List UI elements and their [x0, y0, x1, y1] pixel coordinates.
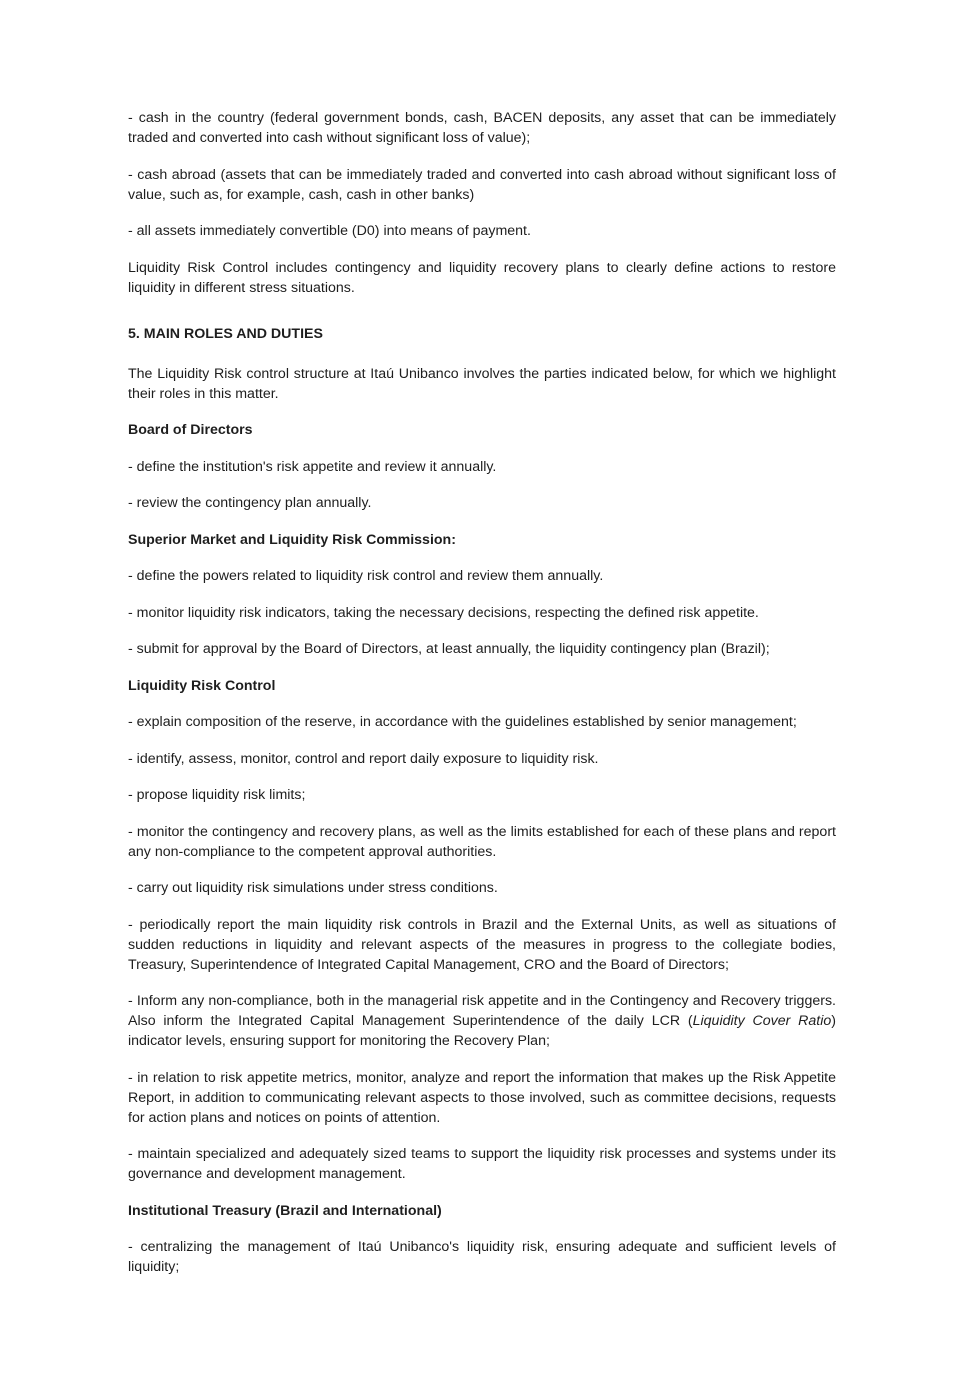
board-item: - review the contingency plan annually.	[128, 495, 372, 511]
treasury-heading: Institutional Treasury (Brazil and International)	[128, 1202, 442, 1219]
intro-paragraph: Liquidity Risk Control includes contingency and liquidity recovery plans to clearly define actions to restore liquidity in different stress situations.	[128, 259, 836, 296]
control-heading: Liquidity Risk Control	[128, 677, 276, 694]
control-item: - monitor the contingency and recovery plans, as well as the limits established for each of these plans and report any non-compliance to the competent approval authorities.	[128, 823, 836, 860]
control-item: - in relation to risk appetite metrics, monitor, analyze and report the information that makes up the Risk Appetite Report, in addition to communicating relevant aspects to those involved, such as committee decisions, requests for action plans and notices on points of attention.	[128, 1069, 836, 1126]
intro-paragraph: - all assets immediately convertible (D0) into means of payment.	[128, 223, 531, 239]
control-item-inform	[128, 991, 836, 1051]
section-intro: The Liquidity Risk control structure at Itaú Unibanco involves the parties indicated below, for which we highlight their roles in this matter.	[128, 365, 836, 402]
control-item: - maintain specialized and adequately sized teams to support the liquidity risk processes and systems under its governance and development management.	[128, 1146, 836, 1182]
document-page	[128, 108, 836, 1294]
control-item: - carry out liquidity risk simulations under stress conditions.	[128, 880, 498, 896]
inform-text-start: - Inform any non-compliance, both in the managerial risk appetite and in the Contingency and Recovery triggers. Also inform the Integrated Capital Management Superintendence of the daily LCR (	[128, 993, 836, 1029]
section-title: 5. MAIN ROLES AND DUTIES	[128, 325, 323, 342]
inform-text-italic: Liquidity Cover Ratio	[692, 1013, 832, 1029]
commission-heading: Superior Market and Liquidity Risk Commission:	[128, 531, 456, 548]
control-item: - periodically report the main liquidity risk controls in Brazil and the External Units, as well as situations of sudden reductions in liquidity and relevant aspects of the measures in progress to the collegiate bodies, Treasury, Superintendence of Integrated Capital Management, CRO and the Board of Directors;	[128, 916, 836, 973]
intro-paragraph: - cash in the country (federal government bonds, cash, BACEN deposits, any asset that can be immediately traded and converted into cash without significant loss of value);	[128, 110, 836, 146]
intro-paragraph: - cash abroad (assets that can be immediately traded and converted into cash abroad without significant loss of value, such as, for example, cash, cash in other banks)	[128, 166, 836, 203]
commission-item: - submit for approval by the Board of Directors, at least annually, the liquidity contingency plan (Brazil);	[128, 641, 770, 657]
control-item: - explain composition of the reserve, in accordance with the guidelines established by senior management;	[128, 714, 797, 730]
treasury-item: - centralizing the management of Itaú Unibanco's liquidity risk, ensuring adequate and sufficient levels of liquidity;	[128, 1239, 836, 1275]
control-item: - identify, assess, monitor, control and report daily exposure to liquidity risk.	[128, 750, 599, 767]
board-heading: Board of Directors	[128, 422, 253, 438]
commission-item: - monitor liquidity risk indicators, taking the necessary decisions, respecting the defined risk appetite.	[128, 604, 759, 621]
board-item: - define the institution's risk appetite and review it annually.	[128, 458, 497, 475]
commission-item: - define the powers related to liquidity risk control and review them annually.	[128, 568, 604, 584]
control-item: - propose liquidity risk limits;	[128, 787, 306, 803]
inform-text-end: ) indicator levels, ensuring support for monitoring the Recovery Plan;	[128, 1013, 836, 1049]
